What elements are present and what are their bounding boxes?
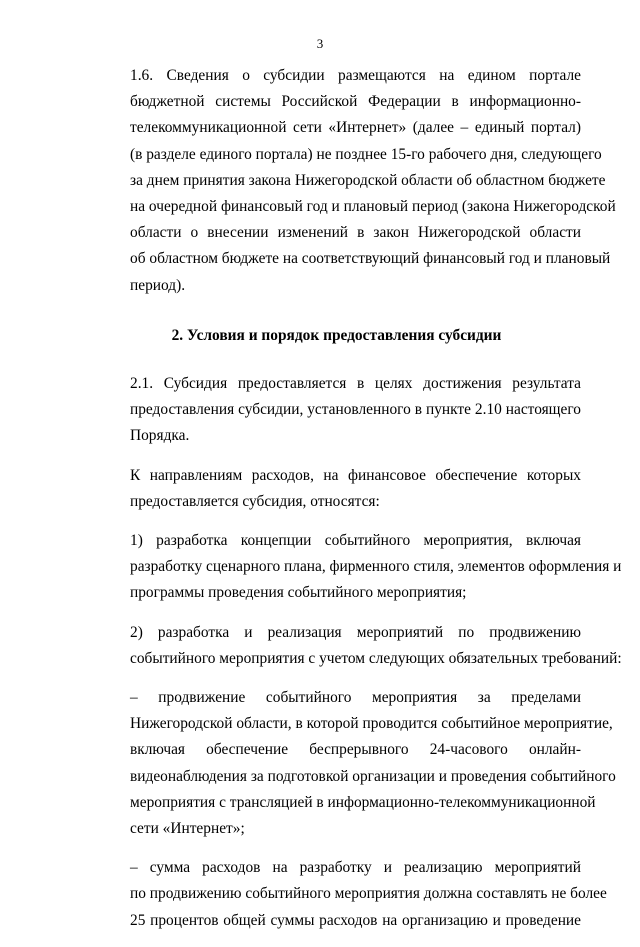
- paragraph-directions: [92, 463, 581, 515]
- text-line: на очередной финансовый год и плановый период (закона Нижегородской: [130, 198, 616, 216]
- section-heading: 2. Условия и порядок предоставления субсидии: [171, 326, 502, 344]
- text-line: по продвижению событийного мероприятия должна составлять не более: [130, 885, 607, 903]
- text-line: – продвижение событийного мероприятия за пределами: [130, 689, 581, 707]
- page-content: [92, 63, 622, 947]
- text-line: 2.1. Субсидия предоставляется в целях достижения результата: [130, 375, 581, 393]
- text-line: 1.6. Сведения о субсидии размещаются на едином портале: [130, 67, 581, 84]
- list-item-2: [92, 620, 622, 672]
- text-line: – сумма расходов на разработку и реализацию мероприятий: [130, 859, 581, 877]
- text-line: Порядка.: [130, 427, 190, 445]
- text-line: области о внесении изменений в закон Нижегородской области: [130, 224, 581, 242]
- text-line: период).: [130, 276, 186, 294]
- text-line: сети «Интернет»;: [130, 820, 245, 838]
- text-line: программы проведения событийного мероприятия;: [130, 584, 467, 602]
- text-line: Нижегородской области, в которой проводится событийное мероприятие,: [130, 715, 613, 733]
- paragraph-1-6: [92, 63, 616, 299]
- text-line: разработку сценарного плана, фирменного стиля, элементов оформления и: [130, 558, 622, 576]
- text-line: мероприятия с трансляцией в информационно-телекоммуникационной: [130, 793, 596, 811]
- page-number: 3: [316, 36, 324, 51]
- text-line: 1) разработка концепции событийного мероприятия, включая: [130, 532, 581, 550]
- text-line: видеонаблюдения за подготовкой организации и проведения событийного: [130, 767, 616, 785]
- paragraph-2-1: [92, 371, 581, 450]
- text-line: предоставляется субсидия, относятся:: [130, 492, 380, 510]
- text-line: телекоммуникационной сети «Интернет» (далее – единый портал): [130, 119, 581, 137]
- requirement-2: [92, 855, 607, 934]
- text-line: событийного мероприятия с учетом следующих обязательных требований:: [130, 649, 622, 667]
- text-line: за днем принятия закона Нижегородской области об областном бюджете: [130, 171, 606, 189]
- text-line: бюджетной системы Российской Федерации в информационно-: [130, 93, 581, 111]
- text-line: об областном бюджете на соответствующий финансовый год и плановый: [130, 250, 611, 268]
- text-line: (в разделе единого портала) не позднее 15-го рабочего дня, следующего: [130, 145, 602, 163]
- list-item-1: [92, 528, 622, 607]
- requirement-1: [92, 685, 616, 842]
- text-line: 25 процентов общей суммы расходов на организацию и проведение: [130, 911, 581, 929]
- text-line: 2) разработка и реализация мероприятий по продвижению: [130, 623, 581, 641]
- text-line: включая обеспечение беспрерывного 24-часового онлайн-: [130, 741, 581, 759]
- text-line: К направлениям расходов, на финансовое обеспечение которых: [130, 466, 581, 484]
- text-line: предоставления субсидии, установленного в пункте 2.10 настоящего: [130, 401, 581, 419]
